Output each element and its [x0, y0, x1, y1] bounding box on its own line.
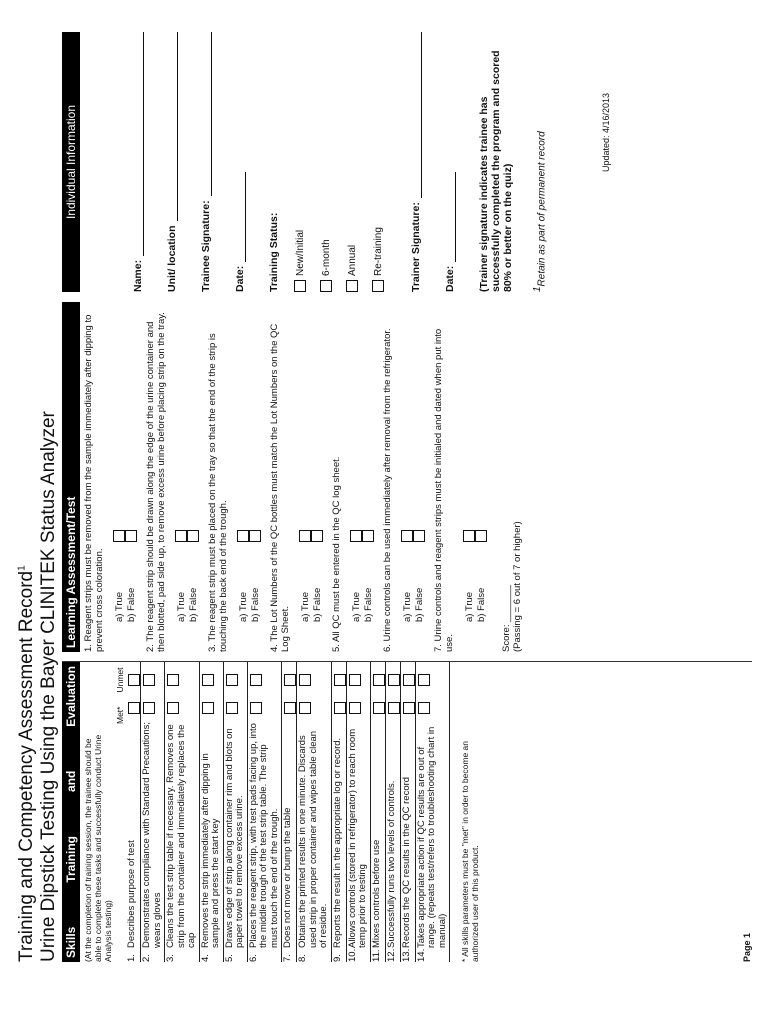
- answer-false-checkbox[interactable]: [249, 530, 261, 542]
- training-status-label: [268, 32, 280, 292]
- info-header-bar: [62, 32, 80, 292]
- skill-number: 1.: [126, 954, 137, 962]
- met-unmet-header: [115, 662, 126, 724]
- skill-number: 2.: [141, 954, 152, 962]
- skill-checkboxes: [332, 674, 346, 714]
- learning-assessment-section: [62, 302, 523, 652]
- skill-number: 12.: [385, 948, 397, 962]
- page-number: Page 1: [742, 932, 752, 962]
- answer-false-checkbox[interactable]: [311, 530, 323, 542]
- unmet-checkbox[interactable]: [167, 674, 179, 686]
- question-text: 3. The reagent strip must be placed on the tray so that the end of the strip is touching the back end of the trough.: [207, 333, 229, 652]
- answer-false[interactable]: [475, 302, 487, 622]
- date-field-2[interactable]: [444, 32, 456, 292]
- status-option[interactable]: [294, 32, 306, 292]
- answer-true[interactable]: [175, 302, 187, 622]
- skill-row: [416, 662, 451, 962]
- info-header: Individual Information: [64, 104, 78, 220]
- answer-false-label: b) False: [362, 587, 374, 622]
- answer-true-label: a) True: [113, 591, 125, 622]
- skill-number: 10.: [346, 948, 358, 962]
- skill-row: [248, 662, 283, 962]
- answer-false-checkbox[interactable]: [475, 530, 487, 542]
- skill-text: Obtains the printed results in one minute. Discards used strip in proper container and wipes table clean of residue.: [297, 730, 329, 948]
- skill-row: [297, 662, 332, 962]
- met-checkbox[interactable]: [388, 702, 400, 714]
- skill-checkboxes: [297, 674, 331, 714]
- training-header: Training: [64, 836, 78, 883]
- skill-row: [141, 662, 165, 962]
- document-subtitle: Urine Dipstick Testing Using the Bayer CLINITEK Status Analyzer: [38, 411, 59, 962]
- learning-header: Learning Assessment/Test: [64, 496, 78, 648]
- skill-text: Mixes controls before use: [370, 839, 382, 948]
- met-checkbox[interactable]: [143, 702, 155, 714]
- skill-number: 14.: [415, 948, 427, 962]
- trainee-signature-label: Trainee Signature:: [200, 200, 212, 292]
- skill-checkboxes: [224, 674, 247, 714]
- answer-false-label: b) False: [311, 587, 323, 622]
- answer-false[interactable]: [249, 302, 261, 622]
- skill-text: Describes purpose of test: [126, 840, 137, 948]
- unmet-label: Unmet: [115, 667, 125, 693]
- skill-row: [386, 662, 401, 962]
- training-status-options: [294, 32, 384, 292]
- skill-text: Records the QC results in the QC record: [400, 776, 412, 948]
- answer-true-label: a) True: [463, 591, 475, 622]
- skills-header: Skills: [64, 926, 78, 958]
- status-option[interactable]: [346, 32, 358, 292]
- met-label: Met*: [115, 706, 125, 724]
- answer-true-label: a) True: [299, 591, 311, 622]
- skill-row: [282, 662, 297, 962]
- skill-number: 8.: [297, 954, 308, 962]
- unmet-checkbox[interactable]: [388, 674, 400, 686]
- learning-header-bar: [62, 302, 80, 652]
- skill-text: Does not move or bump the table: [282, 807, 293, 948]
- skill-list: [126, 662, 450, 962]
- status-option-label: Re-training: [372, 227, 384, 276]
- answer-true-checkbox[interactable]: [237, 530, 249, 542]
- unit-label: Unit/ location: [166, 225, 178, 292]
- answer-false-label: b) False: [187, 587, 199, 622]
- answer-true-checkbox[interactable]: [175, 530, 187, 542]
- skill-row: [165, 662, 200, 962]
- skill-checkboxes: [282, 674, 296, 714]
- skill-checkboxes: [126, 674, 140, 714]
- answer-false-label: b) False: [413, 587, 425, 622]
- skill-checkboxes: [416, 674, 450, 714]
- skill-row: [347, 662, 371, 962]
- date-line-2[interactable]: [445, 172, 456, 262]
- score-label: Score: _______: [501, 584, 512, 652]
- trainer-signature-field[interactable]: [410, 32, 422, 292]
- quiz-question: [382, 302, 425, 652]
- met-checkbox[interactable]: [128, 702, 140, 714]
- unmet-checkbox[interactable]: [128, 674, 140, 686]
- document-title: Training and Competency Assessment Record$^1$: [16, 565, 37, 962]
- answer-true-label: a) True: [175, 591, 187, 622]
- trainer-note: (Trainer signature indicates trainee has successfully completed the program and scored 80% or better on the quiz): [478, 50, 514, 292]
- answer-true[interactable]: [463, 302, 475, 622]
- skill-text: Removes the strip immediately after dipping in sample and press the start key: [199, 753, 221, 948]
- answer-false[interactable]: [187, 302, 199, 622]
- unmet-checkbox[interactable]: [284, 674, 296, 686]
- answer-true[interactable]: [113, 302, 125, 622]
- unit-field[interactable]: [166, 32, 178, 292]
- question-list: [83, 302, 487, 652]
- skill-text: Cleans the test strip table if necessary. Removes one strip from the container and immediately replaces the cap: [165, 724, 197, 948]
- unit-line[interactable]: [167, 32, 178, 222]
- skill-checkboxes: [200, 674, 223, 714]
- answer-false-checkbox[interactable]: [413, 530, 425, 542]
- status-option[interactable]: [320, 32, 332, 292]
- answer-true-label: a) True: [350, 591, 362, 622]
- skill-text: Allows controls (stored in refrigerator) to reach room temp prior to testing: [346, 728, 368, 948]
- skill-row: [401, 662, 416, 962]
- trainer-signature-label: Trainer Signature:: [410, 202, 422, 292]
- skill-row: [200, 662, 224, 962]
- quiz-question: [331, 302, 374, 652]
- met-checkbox[interactable]: [299, 702, 311, 714]
- answer-true-checkbox[interactable]: [350, 530, 362, 542]
- answer-true-checkbox[interactable]: [299, 530, 311, 542]
- answer-true[interactable]: [350, 302, 362, 622]
- skill-text: Draws edge of strip along container rim and blots on paper towel to remove excess urine.: [223, 728, 245, 948]
- question-text: 5. All QC must be entered in the QC log sheet.: [331, 456, 342, 652]
- answer-false-checkbox[interactable]: [187, 530, 199, 542]
- answer-false-label: b) False: [475, 587, 487, 622]
- skill-checkboxes: [165, 674, 199, 714]
- question-text: 4. The Lot Numbers of the QC bottles must match the Lot Numbers on the QC Log Sheet.: [269, 323, 291, 652]
- answer-false[interactable]: [125, 302, 137, 622]
- quiz-question: [145, 302, 199, 652]
- status-checkbox[interactable]: [372, 280, 384, 292]
- met-checkbox[interactable]: [167, 702, 179, 714]
- trainee-signature-line[interactable]: [201, 32, 212, 196]
- answer-true[interactable]: [237, 302, 249, 622]
- skills-intro: (At the completion of training session, the trainee should be able to complete these tasks and successfully conduct Urine Analysis testing): [83, 734, 113, 962]
- skill-checkboxes: [386, 674, 400, 714]
- individual-info-section: [62, 32, 611, 292]
- skills-section: [62, 662, 480, 962]
- answer-true[interactable]: [401, 302, 413, 622]
- unmet-checkbox[interactable]: [403, 674, 415, 686]
- column-divider: [62, 661, 752, 662]
- skill-number: 5.: [223, 954, 235, 962]
- answer-true[interactable]: [299, 302, 311, 622]
- skill-checkboxes: [248, 674, 282, 714]
- skill-number: 4.: [199, 954, 211, 962]
- skill-checkboxes: [141, 674, 164, 714]
- retain-note: $^1$Retain as part of permanent record: [532, 131, 548, 292]
- skills-header-bar: [62, 662, 80, 962]
- skill-number: 11.: [370, 949, 382, 962]
- skill-text: Takes appropriate action if QC results are out of range. (repeats test/refers to troubleshooting chart in manual): [415, 726, 448, 948]
- date-field-1[interactable]: [234, 32, 246, 292]
- quiz-question: [433, 302, 487, 652]
- status-checkbox[interactable]: [346, 280, 358, 292]
- skill-text: Successfully runs two levels of controls.: [385, 780, 397, 948]
- and-header: and: [64, 770, 78, 793]
- met-checkbox[interactable]: [284, 702, 296, 714]
- passing-label: (Passing = 6 out of 7 or higher): [512, 521, 523, 652]
- quiz-question: [269, 302, 323, 652]
- quiz-question: [83, 302, 137, 652]
- skill-number: 9.: [331, 954, 343, 962]
- trainee-signature-field[interactable]: [200, 32, 212, 292]
- skill-number: 6.: [247, 954, 259, 962]
- skill-row: [332, 662, 347, 962]
- status-option-label: New/Initial: [294, 229, 306, 276]
- skill-text: Reports the result in the appropriate log or record.: [331, 737, 343, 948]
- skill-checkboxes: [347, 674, 370, 714]
- unmet-checkbox[interactable]: [349, 674, 361, 686]
- question-text: 2. The reagent strip should be drawn along the edge of the urine container and then blotted, pad side up, to remove excess urine before placing strip on the tray.: [145, 312, 167, 652]
- answer-false[interactable]: [311, 302, 323, 622]
- name-field[interactable]: [132, 32, 144, 292]
- answer-false-checkbox[interactable]: [125, 530, 137, 542]
- answer-true-checkbox[interactable]: [463, 530, 475, 542]
- skill-number: 3.: [165, 954, 176, 962]
- met-checkbox[interactable]: [334, 702, 346, 714]
- unmet-checkbox[interactable]: [250, 674, 262, 686]
- answer-true-checkbox[interactable]: [113, 530, 125, 542]
- met-checkbox[interactable]: [373, 702, 385, 714]
- trainer-signature-line[interactable]: [411, 32, 422, 198]
- answer-true-checkbox[interactable]: [401, 530, 413, 542]
- unmet-checkbox[interactable]: [143, 674, 155, 686]
- status-checkbox[interactable]: [320, 280, 332, 292]
- unmet-checkbox[interactable]: [373, 674, 385, 686]
- met-checkbox[interactable]: [250, 702, 262, 714]
- unmet-checkbox[interactable]: [334, 674, 346, 686]
- skill-row: [126, 662, 141, 962]
- question-text: 1. Reagent strips must be removed from the sample immediately after dipping to prevent cross coloration.: [83, 314, 105, 652]
- unmet-checkbox[interactable]: [226, 674, 238, 686]
- score-block: [501, 302, 523, 652]
- skill-number: 7.: [282, 954, 293, 962]
- updated-date: Updated: 4/16/2013: [601, 92, 612, 172]
- answer-false-label: b) False: [249, 587, 261, 622]
- skill-row: [371, 662, 386, 962]
- skills-footnote: * All skills parameters must be "met" in order to become an authorized user of this product.: [460, 741, 480, 962]
- name-line[interactable]: [133, 32, 144, 256]
- skill-number: 13.: [400, 948, 412, 962]
- met-checkbox[interactable]: [349, 702, 361, 714]
- answer-true-label: a) True: [401, 591, 413, 622]
- status-checkbox[interactable]: [294, 280, 306, 292]
- date-label-2: Date:: [444, 265, 456, 292]
- met-checkbox[interactable]: [226, 702, 238, 714]
- unmet-checkbox[interactable]: [202, 674, 214, 686]
- unmet-checkbox[interactable]: [418, 674, 430, 686]
- met-checkbox[interactable]: [418, 702, 430, 714]
- met-checkbox[interactable]: [202, 702, 214, 714]
- question-text: 7. Urine controls and reagent strips must be initialed and dated when put into use.: [433, 328, 455, 652]
- answer-false[interactable]: [413, 302, 425, 622]
- answer-true-label: a) True: [237, 591, 249, 622]
- skill-text: Places the reagent strip, with test pads facing up, into the middle trough of the test strip table. The strip must touch the end of the trough.: [247, 723, 280, 948]
- skill-row: [224, 662, 248, 962]
- quiz-question: [207, 302, 261, 652]
- skill-checkboxes: [371, 674, 385, 714]
- skill-checkboxes: [401, 674, 415, 714]
- evaluation-header: Evaluation: [64, 666, 78, 727]
- name-label: Name:: [132, 259, 144, 292]
- status-option-label: Annual: [346, 244, 358, 276]
- unmet-checkbox[interactable]: [299, 674, 311, 686]
- training-status-text: Training Status:: [268, 212, 280, 292]
- answer-false-label: b) False: [125, 587, 137, 622]
- question-text: 6. Urine controls can be used immediately after removal from the refrigerator.: [382, 328, 393, 652]
- answer-false-checkbox[interactable]: [362, 530, 374, 542]
- date-line-1[interactable]: [235, 172, 246, 262]
- met-checkbox[interactable]: [403, 702, 415, 714]
- answer-false[interactable]: [362, 302, 374, 622]
- date-label-1: Date:: [234, 265, 246, 292]
- status-option[interactable]: [372, 32, 384, 292]
- skill-text: Demonstrates compliance with Standard Precautions; wears gloves: [141, 721, 163, 948]
- status-option-label: 6-month: [320, 239, 332, 276]
